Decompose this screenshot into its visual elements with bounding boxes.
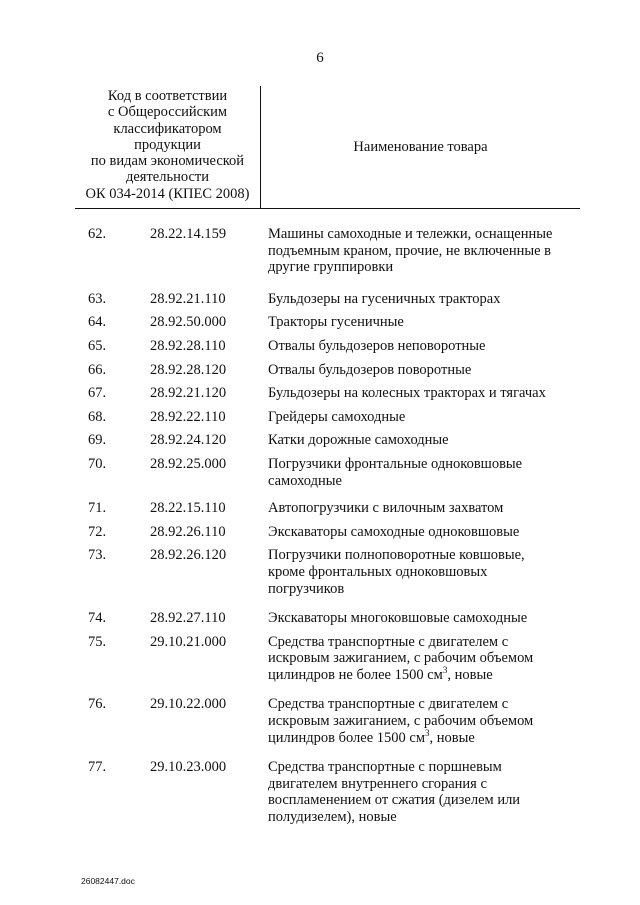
- superscript: 3: [425, 727, 430, 738]
- row-number: 74.: [88, 610, 107, 627]
- row-number: 64.: [88, 314, 107, 331]
- row-name: Грейдеры самоходные: [268, 408, 406, 425]
- row-name: Автопогрузчики с вилочным захватом: [268, 500, 504, 517]
- header-name-label: Наименование товара: [353, 138, 488, 155]
- row-code: 29.10.23.000: [150, 759, 227, 776]
- row-code: 28.92.28.110: [150, 337, 226, 354]
- table-row: [75, 696, 580, 746]
- row-name: Средства транспортные с поршневым двигателем внутреннего сгорания с воспламенением от сжатия (дизелем или полудизелем), новые: [268, 759, 521, 826]
- row-number: 65.: [88, 337, 107, 354]
- row-number: 73.: [88, 547, 107, 564]
- row-name: Погрузчики фронтальные одноковшовые самоходные: [268, 455, 523, 489]
- row-name: Отвалы бульдозеров поворотные: [268, 361, 472, 378]
- row-code: 28.92.21.110: [150, 290, 226, 307]
- row-code: 29.10.22.000: [150, 696, 227, 713]
- row-name: Тракторы гусеничные: [268, 314, 404, 331]
- table-row: [75, 362, 580, 379]
- row-number: 69.: [88, 432, 107, 449]
- row-code: 28.92.26.120: [150, 547, 227, 564]
- table-row: [75, 634, 580, 684]
- row-name-suffix: , новые: [447, 666, 493, 683]
- row-code: 28.92.21.120: [150, 385, 227, 402]
- table-row: [75, 456, 580, 489]
- row-name: Бульдозеры на гусеничных тракторах: [268, 290, 501, 307]
- row-code: 28.92.24.120: [150, 432, 227, 449]
- row-number: 67.: [88, 385, 107, 402]
- table-row: [75, 314, 580, 331]
- row-name: [268, 634, 580, 684]
- row-name: Экскаваторы многоковшовые самоходные: [268, 610, 528, 627]
- row-code: 28.92.25.000: [150, 455, 227, 472]
- row-name: Погрузчики полноповоротные ковшовые, кроме фронтальных одноковшовых погрузчиков: [268, 547, 525, 597]
- row-number: 70.: [88, 455, 107, 472]
- row-number: 71.: [88, 500, 107, 517]
- table-row: [75, 291, 580, 308]
- table-row: [75, 547, 580, 597]
- row-code: 28.92.22.110: [150, 408, 226, 425]
- row-code: 28.22.15.110: [150, 500, 226, 517]
- table-row: [75, 759, 580, 825]
- row-name-text: Средства транспортные с двигателем с искровым зажиганием, с рабочим объемом цилиндров более 1500 см: [268, 696, 534, 746]
- row-name: Машины самоходные и тележки, оснащенные подъемным краном, прочие, не включенные в другие группировки: [268, 226, 553, 276]
- row-name: Экскаваторы самоходные одноковшовые: [268, 523, 520, 540]
- row-code: 29.10.21.000: [150, 633, 227, 650]
- row-number: 76.: [88, 696, 107, 713]
- row-number: 68.: [88, 408, 107, 425]
- row-name: Бульдозеры на колесных тракторах и тягачах: [268, 385, 546, 402]
- table-row: [75, 226, 580, 276]
- row-code: 28.22.14.159: [150, 226, 227, 242]
- table-row: [75, 524, 580, 541]
- header-code-label: Код в соответствии с Общероссийским классификатором продукции по видам экономической деятельности ОК 034-2014 (КПЕС 2008): [85, 88, 250, 202]
- table-row: [75, 338, 580, 355]
- row-name: Отвалы бульдозеров неповоротные: [268, 337, 486, 354]
- row-number: 63.: [88, 290, 107, 307]
- table-row: [75, 500, 580, 517]
- table-body: [75, 226, 580, 826]
- row-code: 28.92.50.000: [150, 314, 227, 331]
- row-number: 72.: [88, 523, 107, 540]
- header-code-column: [75, 86, 261, 209]
- row-name-suffix: , новые: [429, 729, 475, 746]
- table-row: [75, 385, 580, 402]
- superscript: 3: [442, 665, 448, 676]
- row-number: 66.: [88, 361, 107, 378]
- row-code: 28.92.28.120: [150, 361, 227, 378]
- row-number: 75.: [88, 633, 107, 650]
- row-number: 62.: [88, 226, 107, 242]
- row-number: 77.: [88, 759, 107, 776]
- row-code: 28.92.26.110: [150, 523, 226, 540]
- row-code: 28.92.27.110: [150, 610, 226, 627]
- table-row: [75, 610, 580, 627]
- table-row: [75, 432, 580, 449]
- document-filename: 26082447.doc: [81, 876, 135, 886]
- row-name: [268, 696, 580, 746]
- table-row: [75, 409, 580, 426]
- header-name-column: [261, 86, 580, 209]
- table-header: [75, 86, 580, 209]
- row-name: Катки дорожные самоходные: [268, 432, 449, 449]
- page-number: 6: [316, 50, 324, 66]
- row-name-text: Средства транспортные с двигателем с искровым зажиганием, с рабочим объемом цилиндров не более 1500 см: [268, 633, 534, 683]
